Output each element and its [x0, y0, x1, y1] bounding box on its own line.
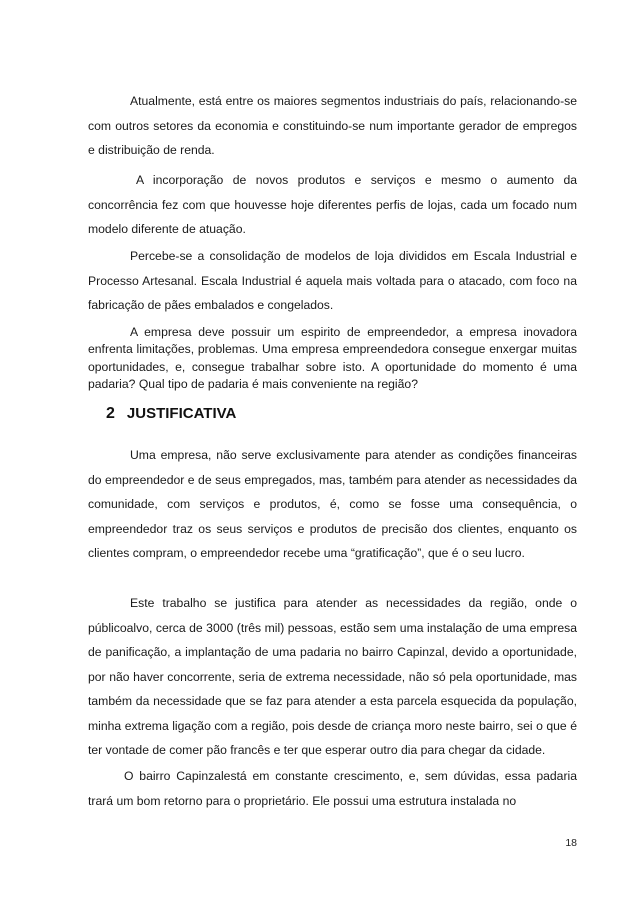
paragraph-store-models: Percebe-se a consolidação de modelos de loja divididos em Escala Industrial e Processo Artesanal. Escala Industrial é aquela mais voltada para o atacado, com foco na fabricação de pães embalados e congelados. — [88, 249, 577, 312]
section-heading — [106, 405, 236, 423]
paragraph-entrepreneur-spirit: A empresa deve possuir um espirito de empreendedor, a empresa inovadora enfrenta limitações, problemas. Uma empresa empreendedora consegue enxergar muitas oportunidades, e, consegue trabalhar sobre isto. A oportunidade do momento é uma padaria? Qual tipo de padaria é mais conveniente na região? — [88, 325, 577, 391]
page-number: 18 — [565, 837, 577, 849]
paragraph-intro-segment: Atualmente, está entre os maiores segmentos industriais do país, relacionando-se com outros setores da economia e constituindo-se num importante gerador de empregos e distribuição de renda. — [88, 94, 577, 157]
paragraph-work-justification: Este trabalho se justifica para atender as necessidades da região, onde o públicoalvo, cerca de 3000 (três mil) pessoas, estão sem uma instalação de uma empresa de panificação, a implantação de uma padaria no bairro Capinzal, devido a oportunidade, por não haver concorrente, seria de extrema necessidade, não só pela oportunidade, mas também da necessidade que se faz para atender a esta parcela esquecida da população, minha extrema ligação com a região, pois desde de criança moro neste bairro, sei o que é ter vontade de comer pão francês e ter que esperar outro dia para chegar da cidade. — [88, 596, 577, 757]
section-number: 2 — [106, 405, 115, 422]
section-title: JUSTIFICATIVA — [126, 405, 237, 422]
paragraph-neighborhood-growth: O bairro Capinzalestá em constante crescimento, e, sem dúvidas, essa padaria trará um bom retorno para o proprietário. Ele possui uma estrutura instalada no — [88, 769, 577, 808]
paragraph-company-purpose: Uma empresa, não serve exclusivamente para atender as condições financeiras do empreendedor e de seus empregados, mas, também para atender as necessidades da comunidade, com serviços e produtos, é, como se fosse uma consequência, o empreendedor traz os seus serviços e produtos de precisão dos clientes, enquanto os clientes compram, o empreendedor recebe uma “gratificação”, que é o seu lucro. — [88, 448, 577, 560]
paragraph-new-products: A incorporação de novos produtos e serviços e mesmo o aumento da concorrência fez com que houvesse hoje diferentes perfis de lojas, cada um focado num modelo diferente de atuação. — [88, 173, 577, 236]
